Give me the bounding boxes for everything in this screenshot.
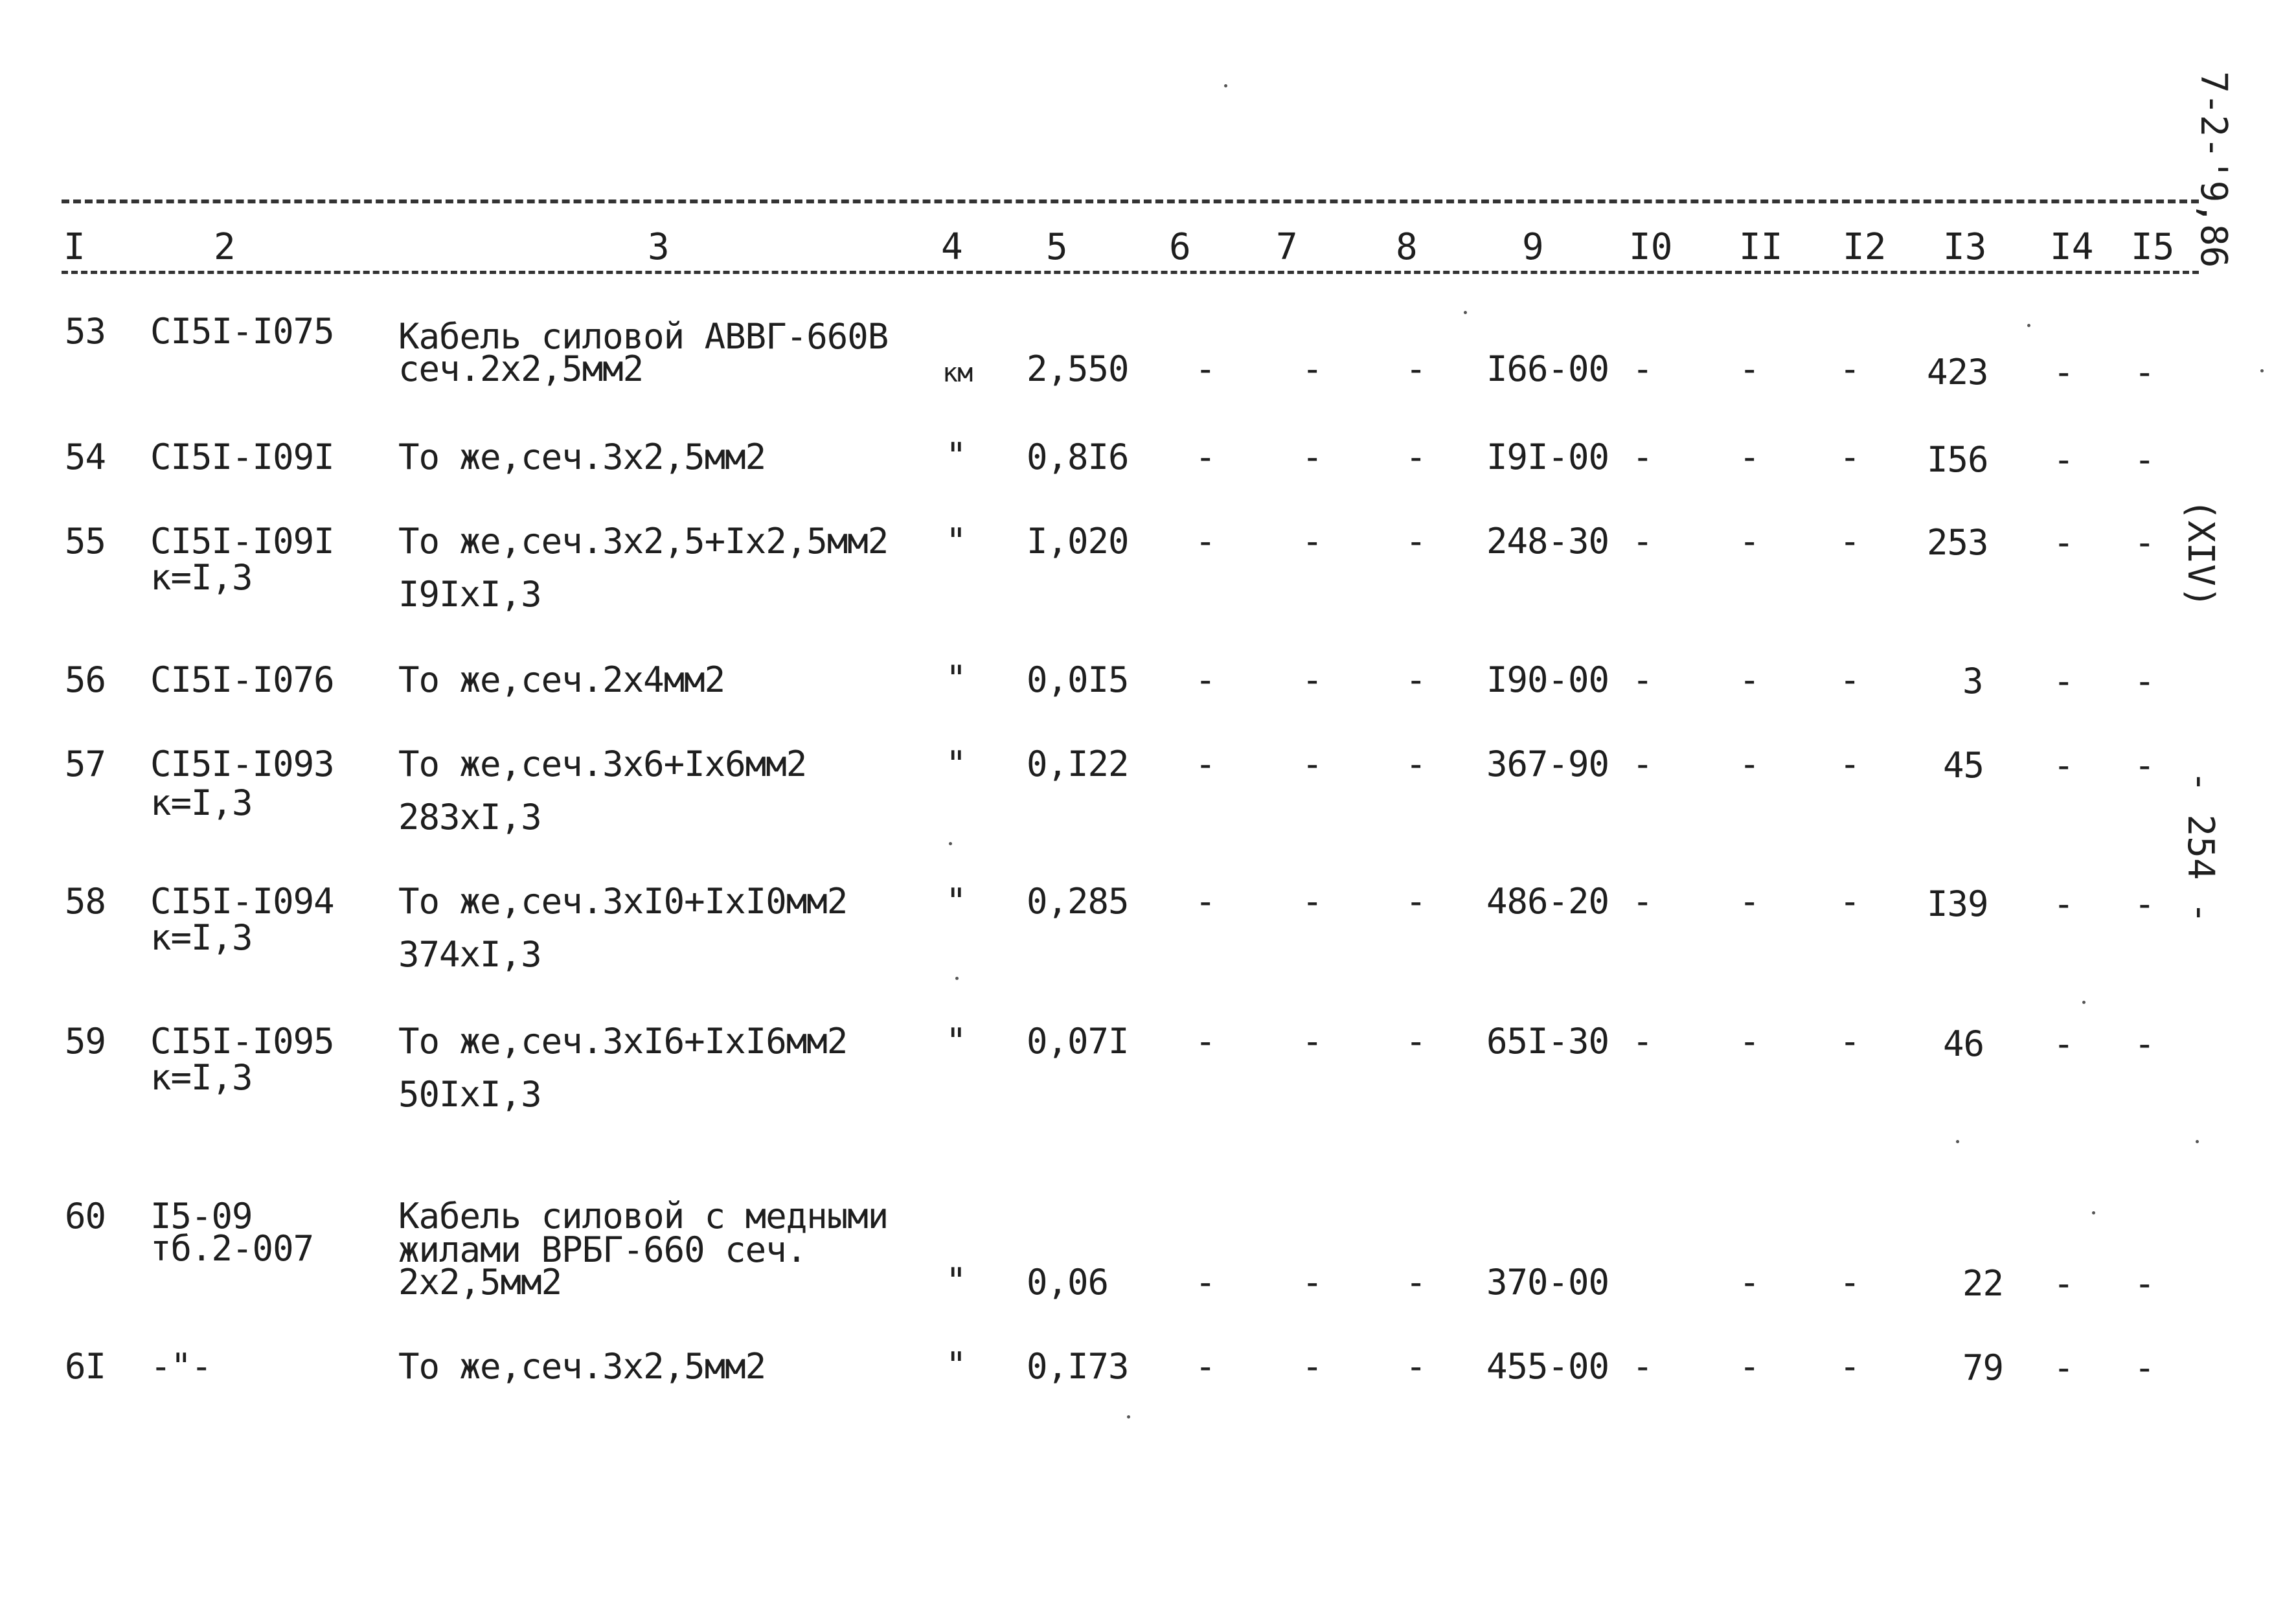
unit: " — [946, 1345, 966, 1385]
rate-code: CI5I-I09I — [150, 437, 334, 477]
col11-value: - — [1739, 437, 1760, 477]
col14-value: - — [2053, 1023, 2074, 1064]
description-line: То же,сеч.3хI6+IхI6мм2 — [398, 1021, 848, 1062]
rate-code: CI5I-I094 — [150, 881, 334, 922]
col7-value: - — [1302, 1262, 1323, 1303]
description-line: 283хI,3 — [398, 797, 541, 838]
col8-value: - — [1405, 659, 1426, 700]
top-rule — [62, 199, 2199, 203]
side-date-note: 7-2-'9,86 — [2192, 71, 2234, 268]
col-header-2: 2 — [214, 226, 236, 268]
col11-value: - — [1739, 1021, 1760, 1062]
description-line: То же,сеч.3х2,5мм2 — [398, 437, 766, 477]
col8-value: - — [1405, 881, 1426, 922]
col7-value: - — [1302, 881, 1323, 922]
col8-value: - — [1405, 1021, 1426, 1062]
col-header-7: 7 — [1276, 226, 1298, 268]
col15-value: - — [2134, 661, 2155, 701]
total-value: 22 — [1962, 1263, 2004, 1304]
col11-value: - — [1739, 744, 1760, 784]
quantity: I,020 — [1027, 521, 1129, 562]
col12-value: - — [1839, 1346, 1860, 1387]
col-header-14: I4 — [2050, 226, 2094, 268]
description-line: 374хI,3 — [398, 934, 541, 975]
col15-value: - — [2134, 883, 2155, 924]
col14-value: - — [2053, 661, 2074, 701]
col-header-9: 9 — [1522, 226, 1544, 268]
rate-table: тб.2-007 — [150, 1228, 314, 1269]
scan-speck — [955, 977, 959, 980]
col6-value: - — [1195, 744, 1216, 784]
rate-coefficient: к=I,3 — [150, 782, 253, 823]
col14-value: - — [2053, 1347, 2074, 1388]
description-line: 50IхI,3 — [398, 1074, 541, 1115]
col8-value: - — [1405, 1262, 1426, 1303]
col-header-3: 3 — [648, 226, 670, 268]
rate-code: CI5I-I075 — [150, 311, 334, 352]
quantity: 0,I73 — [1027, 1346, 1129, 1387]
unit: " — [946, 521, 966, 562]
col7-value: - — [1302, 744, 1323, 784]
col11-value: - — [1739, 1262, 1760, 1303]
col15-value: - — [2134, 1023, 2155, 1064]
col-header-4: 4 — [941, 226, 963, 268]
row-number: 56 — [65, 659, 106, 700]
col12-value: - — [1839, 437, 1860, 477]
col10-value: - — [1632, 1021, 1653, 1062]
col7-value: - — [1302, 1346, 1323, 1387]
unit-price: 248-30 — [1486, 521, 1609, 562]
row-number: 54 — [65, 437, 106, 477]
col11-value: - — [1739, 659, 1760, 700]
unit-price: I9I-00 — [1486, 437, 1609, 477]
col-header-5: 5 — [1046, 226, 1068, 268]
col14-value: - — [2053, 883, 2074, 924]
col15-value: - — [2134, 522, 2155, 563]
description-line: I9IхI,3 — [398, 574, 541, 615]
total-value: 253 — [1927, 522, 1988, 563]
total-value: 423 — [1927, 352, 1988, 393]
description-line: жилами ВРБГ-660 сеч. — [398, 1229, 807, 1270]
col11-value: - — [1739, 881, 1760, 922]
col-header-1: I — [63, 226, 85, 268]
col10-value: - — [1632, 437, 1653, 477]
col-header-12: I2 — [1843, 226, 1887, 268]
header-rule — [62, 271, 2199, 274]
row-number: 60 — [65, 1196, 106, 1237]
col11-value: - — [1739, 1346, 1760, 1387]
row-number: 58 — [65, 881, 106, 922]
col-header-8: 8 — [1396, 226, 1418, 268]
col15-value: - — [2134, 745, 2155, 786]
quantity: 0,07I — [1027, 1021, 1129, 1062]
col15-value: - — [2134, 1347, 2155, 1388]
col-header-6: 6 — [1169, 226, 1191, 268]
col-header-11: II — [1739, 226, 1783, 268]
description-line: Кабель силовой АВВГ-660В — [398, 316, 889, 357]
col15-value: - — [2134, 352, 2155, 393]
total-value: 3 — [1962, 661, 1983, 701]
row-number: 53 — [65, 311, 106, 352]
scan-speck — [2027, 324, 2030, 327]
side-page-number: - 254 - — [2179, 771, 2222, 924]
unit-price: 370-00 — [1486, 1262, 1609, 1303]
rate-code: I5-09 — [150, 1196, 253, 1237]
col7-value: - — [1302, 437, 1323, 477]
col14-value: - — [2053, 1263, 2074, 1304]
description-line: Кабель силовой с медными — [398, 1196, 889, 1237]
col12-value: - — [1839, 1021, 1860, 1062]
rate-code: CI5I-I095 — [150, 1021, 334, 1062]
col6-value: - — [1195, 1262, 1216, 1303]
col12-value: - — [1839, 659, 1860, 700]
rate-coefficient: к=I,3 — [150, 1057, 253, 1098]
col8-value: - — [1405, 744, 1426, 784]
col6-value: - — [1195, 881, 1216, 922]
unit: " — [946, 881, 966, 922]
col12-value: - — [1839, 744, 1860, 784]
rate-code: CI5I-I09I — [150, 521, 334, 562]
col10-value: - — [1632, 659, 1653, 700]
col7-value: - — [1302, 659, 1323, 700]
col8-value: - — [1405, 1346, 1426, 1387]
col6-value: - — [1195, 521, 1216, 562]
unit-price: 455-00 — [1486, 1346, 1609, 1387]
col8-value: - — [1405, 348, 1426, 389]
unit-price: I66-00 — [1486, 348, 1609, 389]
quantity: 0,06 — [1027, 1262, 1109, 1303]
col11-value: - — [1739, 521, 1760, 562]
unit: " — [946, 435, 966, 476]
total-value: 46 — [1943, 1023, 1984, 1064]
scan-speck — [949, 842, 952, 845]
unit: км — [942, 358, 973, 388]
col12-value: - — [1839, 521, 1860, 562]
scan-speck — [2196, 1140, 2199, 1143]
rate-coefficient: к=I,3 — [150, 557, 253, 598]
row-number: 59 — [65, 1021, 106, 1062]
rate-code: -"- — [150, 1346, 212, 1387]
col10-value: - — [1632, 881, 1653, 922]
col11-value: - — [1739, 348, 1760, 389]
total-value: I56 — [1927, 439, 1988, 480]
description-line: То же,сеч.3х6+Iх6мм2 — [398, 744, 807, 784]
unit: " — [946, 1021, 966, 1062]
quantity: 0,0I5 — [1027, 659, 1129, 700]
scan-speck — [1464, 311, 1467, 314]
description-line: То же,сеч.3х2,5+Iх2,5мм2 — [398, 521, 889, 562]
rate-code: CI5I-I093 — [150, 744, 334, 784]
col12-value: - — [1839, 881, 1860, 922]
unit-price: 486-20 — [1486, 881, 1609, 922]
total-value: 79 — [1962, 1347, 2004, 1388]
description-line: То же,сеч.3хI0+IхI0мм2 — [398, 881, 848, 922]
row-number: 6I — [65, 1346, 106, 1387]
col14-value: - — [2053, 522, 2074, 563]
scan-speck — [1127, 1415, 1130, 1419]
col8-value: - — [1405, 521, 1426, 562]
col12-value: - — [1839, 1262, 1860, 1303]
col6-value: - — [1195, 1021, 1216, 1062]
col6-value: - — [1195, 437, 1216, 477]
description-line: То же,сеч.3х2,5мм2 — [398, 1346, 766, 1387]
col10-value: - — [1632, 521, 1653, 562]
quantity: 0,285 — [1027, 881, 1129, 922]
scan-speck — [1956, 1140, 1959, 1143]
col10-value: - — [1632, 1346, 1653, 1387]
description-line: сеч.2х2,5мм2 — [398, 348, 644, 389]
unit-price: I90-00 — [1486, 659, 1609, 700]
col10-value: - — [1632, 348, 1653, 389]
col10-value: - — [1632, 744, 1653, 784]
col8-value: - — [1405, 437, 1426, 477]
side-section-number: (XIV) — [2179, 499, 2222, 608]
scan-speck — [2082, 1001, 2086, 1004]
scan-speck — [2260, 369, 2264, 372]
unit: " — [946, 658, 966, 699]
total-value: I39 — [1927, 883, 1988, 924]
description-line: 2х2,5мм2 — [398, 1262, 562, 1303]
col7-value: - — [1302, 1021, 1323, 1062]
col15-value: - — [2134, 1263, 2155, 1304]
col14-value: - — [2053, 439, 2074, 480]
col-header-15: I5 — [2131, 226, 2175, 268]
col6-value: - — [1195, 348, 1216, 389]
unit: " — [946, 744, 966, 784]
col14-value: - — [2053, 352, 2074, 393]
col7-value: - — [1302, 348, 1323, 389]
col-header-13: I3 — [1943, 226, 1987, 268]
scan-speck — [2092, 1211, 2095, 1214]
unit: " — [946, 1260, 966, 1301]
unit-price: 367-90 — [1486, 744, 1609, 784]
col-header-10: I0 — [1629, 226, 1673, 268]
row-number: 57 — [65, 744, 106, 784]
description-line: То же,сеч.2х4мм2 — [398, 659, 725, 700]
col7-value: - — [1302, 521, 1323, 562]
col12-value: - — [1839, 348, 1860, 389]
col6-value: - — [1195, 1346, 1216, 1387]
col6-value: - — [1195, 659, 1216, 700]
rate-coefficient: к=I,3 — [150, 917, 253, 958]
quantity: 2,550 — [1027, 348, 1129, 389]
unit-price: 65I-30 — [1486, 1021, 1609, 1062]
row-number: 55 — [65, 521, 106, 562]
quantity: 0,I22 — [1027, 744, 1129, 784]
col15-value: - — [2134, 439, 2155, 480]
total-value: 45 — [1943, 745, 1984, 786]
scan-speck — [1224, 84, 1227, 87]
rate-code: CI5I-I076 — [150, 659, 334, 700]
quantity: 0,8I6 — [1027, 437, 1129, 477]
col14-value: - — [2053, 745, 2074, 786]
